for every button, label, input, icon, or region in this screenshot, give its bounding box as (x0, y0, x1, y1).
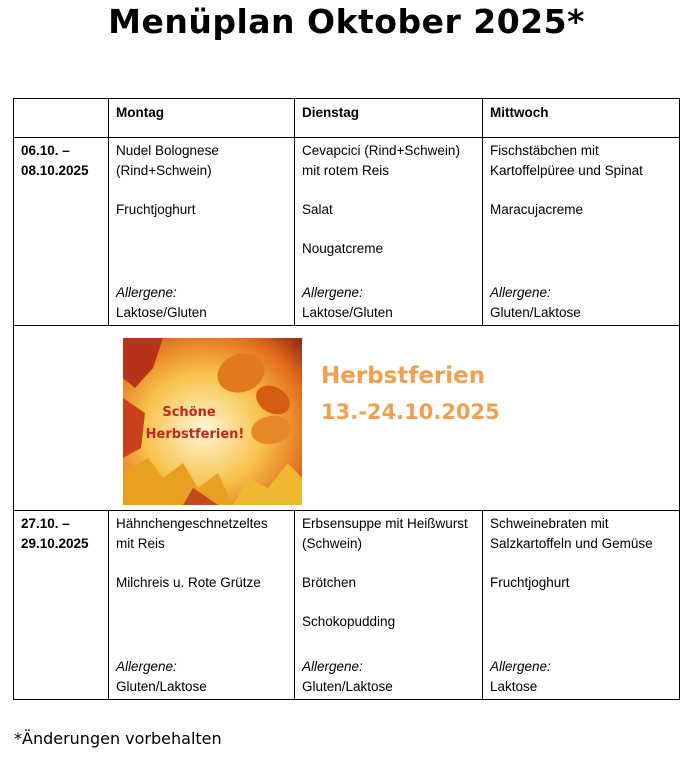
week-row-2 (14, 511, 680, 700)
week-date (14, 138, 109, 326)
dish: Fruchtjoghurt (490, 574, 570, 590)
header-montag: Montag (109, 99, 295, 138)
week-date-end: 08.10.2025 (21, 162, 89, 178)
dish: Milchreis u. Rote Grütze (116, 574, 261, 590)
allergen-label: Allergene: (116, 285, 177, 300)
allergen-value: Laktose/Gluten (302, 304, 393, 320)
week-date (14, 511, 109, 700)
allergen-label: Allergene: (302, 659, 363, 674)
dish: Brötchen (302, 574, 357, 590)
allergen-value: Gluten/Laktose (302, 678, 393, 694)
week-row-1 (14, 138, 680, 326)
allergen-label: Allergene: (490, 285, 551, 300)
header-row (14, 99, 680, 138)
holiday-title: Herbstferien (321, 363, 486, 389)
menu-cell-montag (109, 511, 295, 700)
holiday-row (14, 326, 680, 511)
allergen-label: Allergene: (490, 659, 551, 674)
week-date-start: 06.10. – (21, 143, 70, 158)
dish: Fruchtjoghurt (116, 201, 196, 217)
autumn-leaves-image (123, 338, 302, 505)
menu-table (13, 98, 680, 700)
page-title: Menüplan Oktober 2025* (108, 2, 585, 41)
dish: Hähnchengeschnetzeltes mit Reis (116, 516, 268, 551)
allergen-info (302, 283, 393, 322)
week-date-start: 27.10. – (21, 516, 70, 531)
allergen-info (302, 657, 393, 696)
image-text-line2: Herbstferien! (145, 427, 245, 442)
menu-cell-dienstag (295, 511, 483, 700)
allergen-value: Gluten/Laktose (490, 304, 581, 320)
image-text-line1: Schöne (162, 405, 216, 420)
menu-cell-mittwoch (483, 138, 680, 326)
dish: Maracujacreme (490, 201, 584, 217)
dish: Schokopudding (302, 613, 396, 629)
allergen-info (116, 657, 207, 696)
allergen-info (116, 283, 207, 322)
allergen-label: Allergene: (302, 285, 363, 300)
header-empty (14, 99, 109, 138)
holiday-dates: 13.-24.10.2025 (321, 400, 500, 424)
dish: Erbsensuppe mit Heißwurst (Schwein) (302, 516, 468, 551)
dish: Cevapcici (Rind+Schwein) mit rotem Reis (302, 143, 460, 178)
dish: Nougatcreme (302, 240, 384, 256)
allergen-value: Laktose (490, 678, 538, 694)
dish: Salat (302, 201, 333, 217)
dish: Fischstäbchen mit Kartoffelpüree und Spinat (490, 143, 643, 178)
allergen-info (490, 283, 581, 322)
menu-cell-dienstag (295, 138, 483, 326)
dish: Nudel Bolognese (Rind+Schwein) (116, 143, 219, 178)
menu-cell-montag (109, 138, 295, 326)
week-date-end: 29.10.2025 (21, 535, 89, 551)
footnote: *Änderungen vorbehalten (14, 729, 222, 748)
allergen-value: Laktose/Gluten (116, 304, 207, 320)
allergen-label: Allergene: (116, 659, 177, 674)
header-dienstag: Dienstag (295, 99, 483, 138)
allergen-info (490, 657, 551, 696)
allergen-value: Gluten/Laktose (116, 678, 207, 694)
header-mittwoch: Mittwoch (483, 99, 680, 138)
menu-cell-mittwoch (483, 511, 680, 700)
dish: Schweinebraten mit Salzkartoffeln und Gemüse (490, 516, 653, 551)
holiday-cell (14, 326, 680, 511)
